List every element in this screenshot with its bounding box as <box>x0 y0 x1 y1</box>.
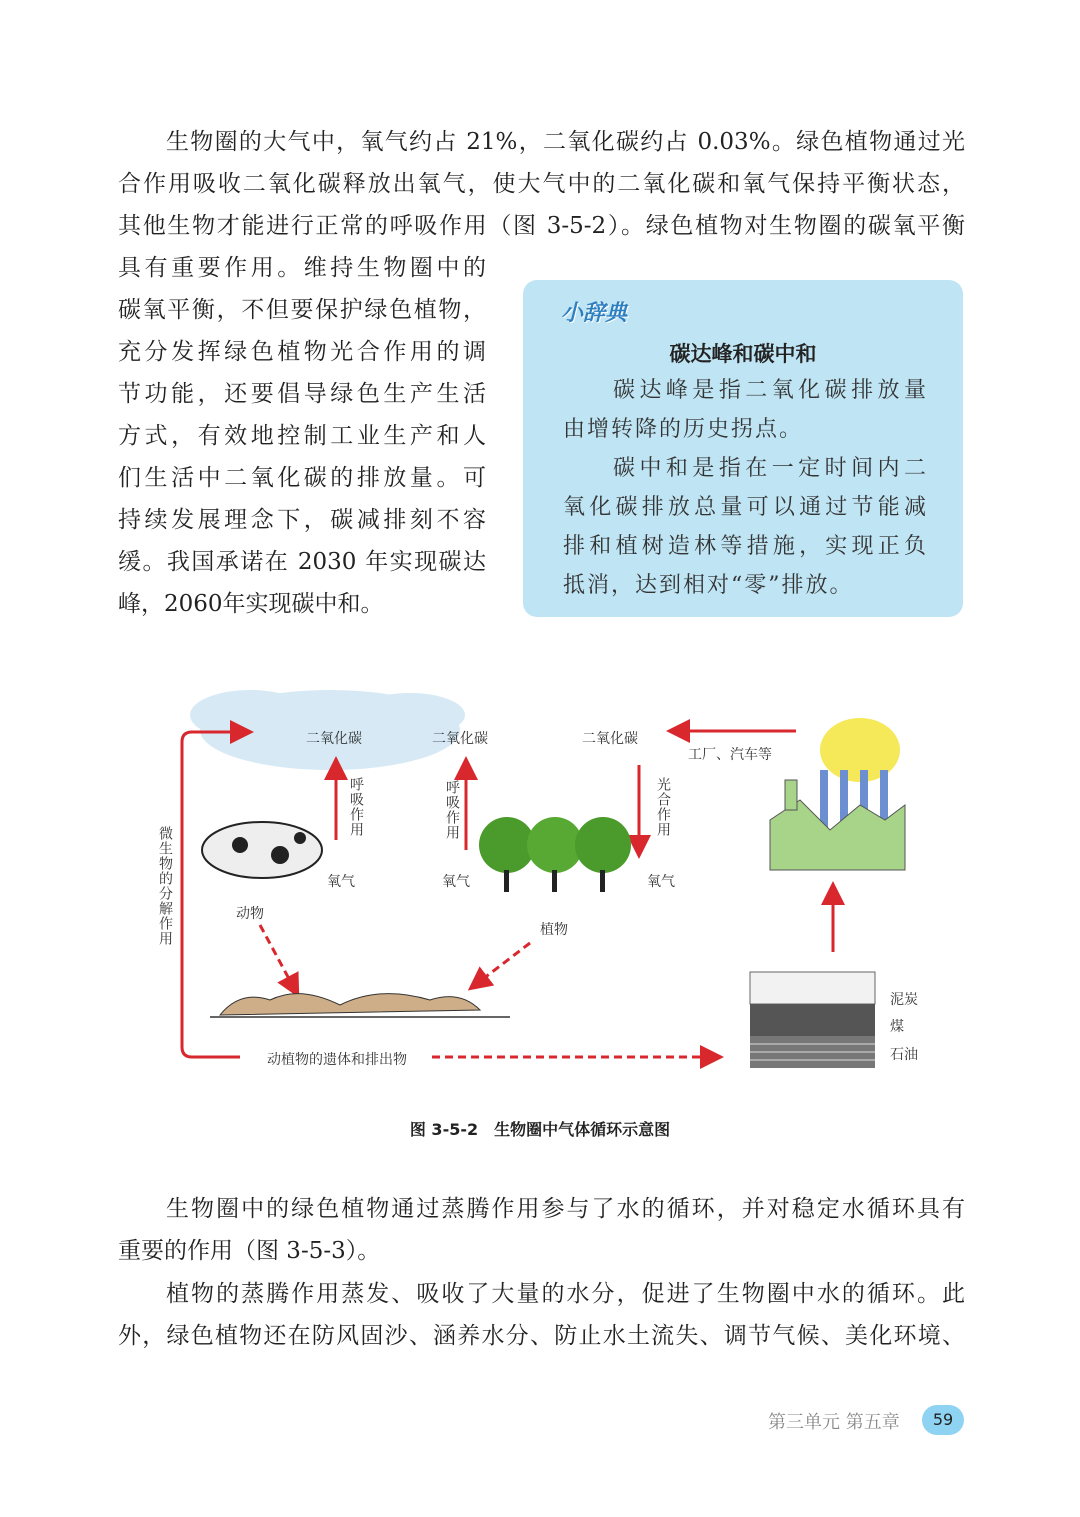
dictionary-line: 由增转降的历史拐点。 <box>563 417 804 442</box>
label-factory: 工厂、汽车等 <box>688 747 772 763</box>
label-microbe: 微生物的分解作用 <box>157 826 173 946</box>
text-line: 合作用吸收二氧化碳释放出氧气，使大气中的二氧化碳和氧气保持平衡状态， <box>118 171 965 197</box>
text-line: 碳氧平衡，不但要保护绿色植物， <box>118 297 486 323</box>
fossil-layers <box>750 972 875 1068</box>
text-line: 方式，有效地控制工业生产和人 <box>118 423 486 449</box>
dictionary-line: 碳中和是指在一定时间内二 <box>613 456 928 481</box>
text-line: 们生活中二氧化碳的排放量。可 <box>118 465 486 491</box>
text-line: 峰，2060年实现碳中和。 <box>118 591 384 617</box>
text-line: 生物圈的大气中，氧气约占 21%，二氧化碳约占 0.03%。绿色植物通过光 <box>166 129 965 155</box>
factory-illustration <box>770 718 905 870</box>
dictionary-line: 氧化碳排放总量可以通过节能减 <box>563 495 928 520</box>
text-line: 外，绿色植物还在防风固沙、涵养水分、防止水土流失、调节气候、美化环境、 <box>118 1323 965 1349</box>
chapter-footer: 第三单元 第五章 <box>768 1412 900 1433</box>
figure-caption: 图 3-5-2 生物圈中气体循环示意图 <box>409 1120 671 1139</box>
text-line: 缓。我国承诺在 2030 年实现碳达 <box>118 549 486 575</box>
text-line: 持续发展理念下，碳减排刻不容 <box>118 507 486 533</box>
label-respiration: 呼吸作用 <box>348 777 364 837</box>
text-line: 其他生物才能进行正常的呼吸作用（图 3-5-2）。绿色植物对生物圈的碳氧平衡 <box>118 213 965 239</box>
label-plants: 植物 <box>540 922 568 938</box>
dictionary-line: 碳达峰是指二氧化碳排放量 <box>613 378 928 403</box>
dictionary-line: 排和植树造林等措施，实现正负 <box>563 534 928 559</box>
label-animals: 动物 <box>236 906 264 922</box>
text-line: 具有重要作用。维持生物圈中的 <box>118 255 486 281</box>
label-oxygen: 氧气 <box>327 874 355 890</box>
animals-illustration <box>202 822 322 878</box>
label-oxygen: 氧气 <box>647 874 675 890</box>
text-line: 植物的蒸腾作用蒸发、吸收了大量的水分，促进了生物圈中水的循环。此 <box>166 1281 965 1307</box>
label-co2: 二氧化碳 <box>306 731 362 747</box>
dictionary-title: 碳达峰和碳中和 <box>669 342 817 366</box>
label-coal: 煤 <box>890 1019 904 1035</box>
label-remains: 动植物的遗体和排出物 <box>263 1049 411 1069</box>
label-oxygen: 氧气 <box>442 874 470 890</box>
dictionary-tag: 小辞典 <box>561 301 628 326</box>
text-line: 充分发挥绿色植物光合作用的调 <box>118 339 486 365</box>
label-co2: 二氧化碳 <box>582 731 638 747</box>
text-line: 重要的作用（图 3-5-3）。 <box>118 1238 381 1264</box>
remains-illustration <box>210 994 510 1017</box>
label-co2: 二氧化碳 <box>432 731 488 747</box>
trees-illustration <box>479 817 631 892</box>
dictionary-line: 抵消，达到相对“零”排放。 <box>563 573 854 598</box>
text-line: 节功能，还要倡导绿色生产生活 <box>118 381 486 407</box>
page-number: 59 <box>922 1405 964 1435</box>
label-respiration: 呼吸作用 <box>444 780 460 840</box>
label-peat: 泥炭 <box>890 992 918 1008</box>
text-line: 生物圈中的绿色植物通过蒸腾作用参与了水的循环，并对稳定水循环具有 <box>166 1196 965 1222</box>
label-oil: 石油 <box>890 1047 918 1063</box>
label-photosynthesis: 光合作用 <box>655 777 671 837</box>
